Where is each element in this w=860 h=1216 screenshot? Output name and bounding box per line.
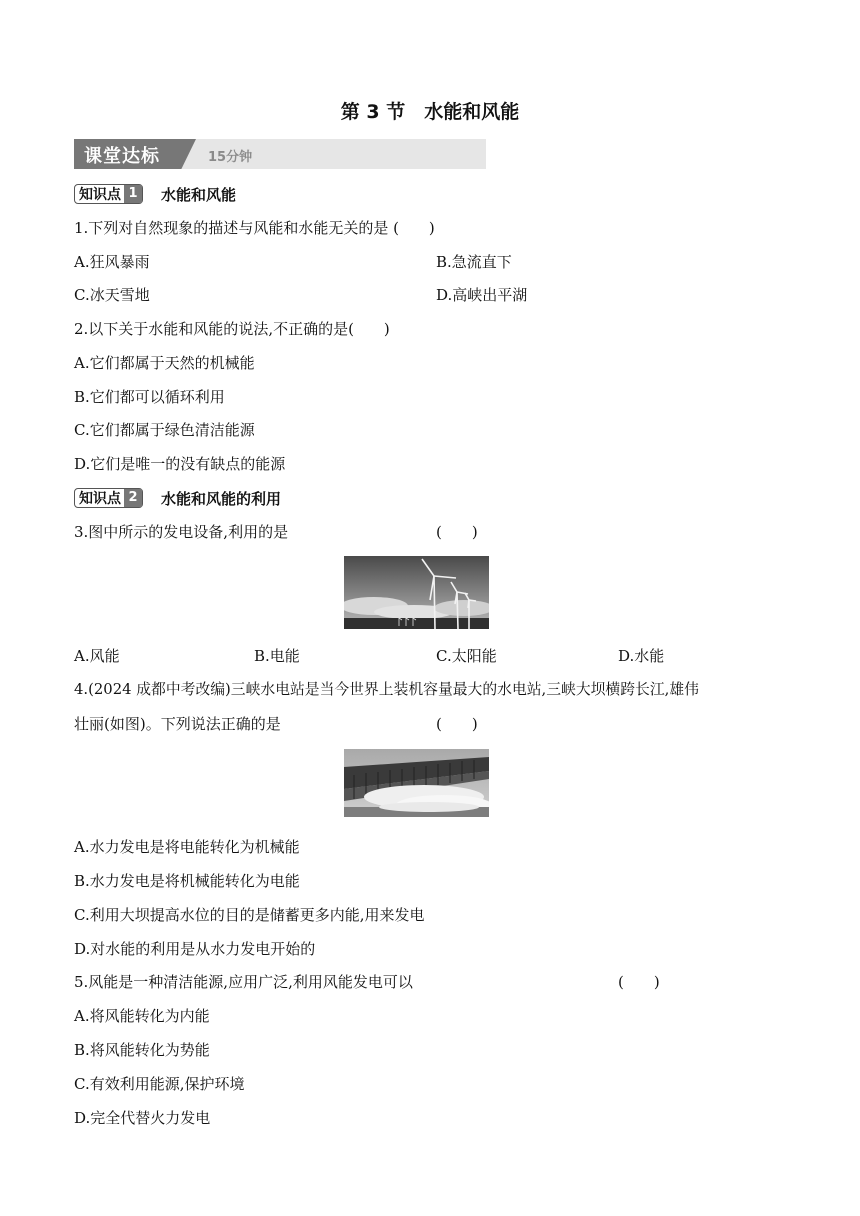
- section-banner: [74, 139, 486, 169]
- question-1-option-d: D.高峡出平湖: [436, 286, 528, 304]
- knowledge-point-badge: [74, 184, 143, 204]
- knowledge-point-title: 水能和风能的利用: [161, 489, 282, 508]
- question-3-option-d: D.水能: [618, 647, 665, 665]
- question-1-option-c: C.冰天雪地: [74, 286, 150, 304]
- question-4-stem-line-2: 壮丽(如图)。下列说法正确的是: [74, 715, 281, 733]
- knowledge-point-2: [74, 488, 281, 508]
- question-4-option-b: B.水力发电是将机械能转化为电能: [74, 872, 300, 890]
- wind-turbine-photo: [344, 556, 489, 629]
- question-3-option-c: C.太阳能: [436, 647, 497, 665]
- knowledge-point-badge: [74, 488, 143, 508]
- question-5-bracket: ( ): [618, 973, 660, 991]
- knowledge-point-number: 1: [124, 185, 142, 203]
- question-1-option-a: A.狂风暴雨: [74, 253, 150, 271]
- wind-turbine-image: [344, 556, 489, 629]
- banner-label: 课堂达标: [84, 146, 160, 167]
- knowledge-point-label: 知识点: [79, 491, 121, 507]
- question-3-stem: 3.图中所示的发电设备,利用的是: [74, 523, 289, 541]
- question-3-bracket: ( ): [436, 523, 478, 541]
- page-title: 第 3 节 水能和风能: [340, 101, 520, 123]
- question-2-option-b: B.它们都可以循环利用: [74, 388, 225, 406]
- question-5-option-c: C.有效利用能源,保护环境: [74, 1075, 245, 1093]
- question-4-stem-line-1: 4.(2024 成都中考改编)三峡水电站是当今世界上装机容量最大的水电站,三峡大坝横跨长江,雄伟: [74, 681, 699, 698]
- banner-time: 15分钟: [208, 150, 253, 165]
- question-2-option-c: C.它们都属于绿色清洁能源: [74, 421, 255, 439]
- question-3-option-a: A.风能: [74, 647, 120, 665]
- question-2-stem: 2.以下关于水能和风能的说法,不正确的是( ): [74, 320, 390, 338]
- knowledge-point-1: [74, 184, 236, 204]
- question-5-option-b: B.将风能转化为势能: [74, 1041, 210, 1059]
- question-5-option-d: D.完全代替火力发电: [74, 1109, 211, 1127]
- question-4-bracket: ( ): [436, 715, 478, 733]
- knowledge-point-label: 知识点: [79, 187, 121, 203]
- question-3-option-b: B.电能: [254, 647, 300, 665]
- knowledge-point-number: 2: [124, 489, 142, 507]
- question-1-option-b: B.急流直下: [436, 253, 512, 271]
- question-4-option-a: A.水力发电是将电能转化为机械能: [74, 838, 300, 856]
- question-4-option-c: C.利用大坝提高水位的目的是储蓄更多内能,用来发电: [74, 906, 425, 924]
- knowledge-point-title: 水能和风能: [161, 185, 237, 204]
- question-5-option-a: A.将风能转化为内能: [74, 1007, 210, 1025]
- question-1-stem: 1.下列对自然现象的描述与风能和水能无关的是 ( ): [74, 219, 435, 237]
- question-2-option-a: A.它们都属于天然的机械能: [74, 354, 255, 372]
- dam-image: [344, 749, 489, 817]
- question-5-stem: 5.风能是一种清洁能源,应用广泛,利用风能发电可以: [74, 973, 413, 991]
- question-4-option-d: D.对水能的利用是从水力发电开始的: [74, 940, 316, 958]
- three-gorges-dam-photo: [344, 749, 489, 817]
- question-2-option-d: D.它们是唯一的没有缺点的能源: [74, 455, 286, 473]
